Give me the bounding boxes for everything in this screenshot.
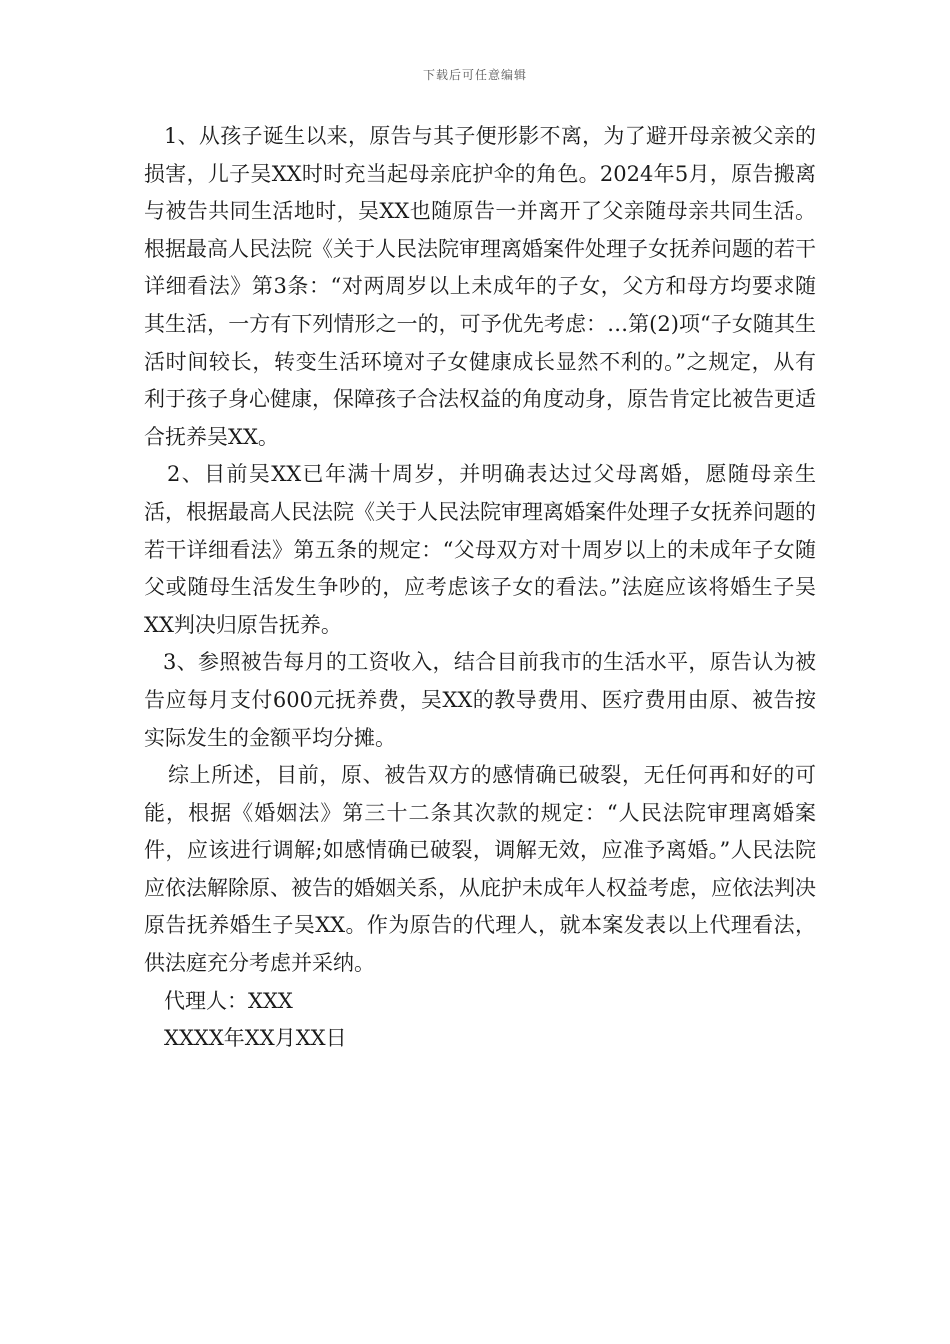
paragraph-2: 2、目前吴XX已年满十周岁，并明确表达过父母离婚，愿随母亲生活，根据最高人民法院《关于人民法院审理离婚案件处理子女抚养问题的若干详细看法》第五条的规定：“父母双方对十周岁以上的未成年子女随父或随母生活发生争吵的，应考虑该子女的看法。”法庭应该将婚生子吴XX判决归原告抚养。	[144, 462, 816, 637]
paragraph-3: 3、参照被告每月的工资收入，结合目前我市的生活水平，原告认为被告应每月支付600元抚养费，吴XX的教导费用、医疗费用由原、被告按实际发生的金额平均分摊。	[144, 650, 816, 750]
agent-signature-line: 代理人：XXX	[164, 988, 293, 1013]
paragraph-summary: 综上所述，目前，原、被告双方的感情确已破裂，无任何再和好的可能，根据《婚姻法》第三十二条其次款的规定：“人民法院审理离婚案件，应该进行调解;如感情确已破裂，调解无效，应准予离婚。”人民法院应依法解除原、被告的婚姻关系，从庇护未成年人权益考虑，应依法判决原告抚养婚生子吴XX。作为原告的代理人，就本案发表以上代理看法，供法庭充分考虑并采纳。	[144, 763, 816, 976]
paragraph-1: 1、从孩子诞生以来，原告与其子便形影不离，为了避开母亲被父亲的损害，儿子吴XX时时充当起母亲庇护伞的角色。2024年5月，原告搬离与被告共同生活地时，吴XX也随原告一并离开了父亲随母亲共同生活。根据最高人民法院《关于人民法院审理离婚案件处理子女抚养问题的若干详细看法》第3条：“对两周岁以上未成年的子女，父方和母方均要求随其生活，一方有下列情形之一的，可予优先考虑：…第(2)项“子女随其生活时间较长，转变生活环境对子女健康成长显然不利的。”之规定，从有利于孩子身心健康，保障孩子合法权益的角度动身，原告肯定比被告更适合抚养吴XX。	[144, 124, 816, 449]
date-line: XXXX年XX月XX日	[164, 1026, 347, 1051]
document-body	[144, 118, 816, 1058]
page-header-note: 下载后可任意编辑	[422, 68, 527, 82]
